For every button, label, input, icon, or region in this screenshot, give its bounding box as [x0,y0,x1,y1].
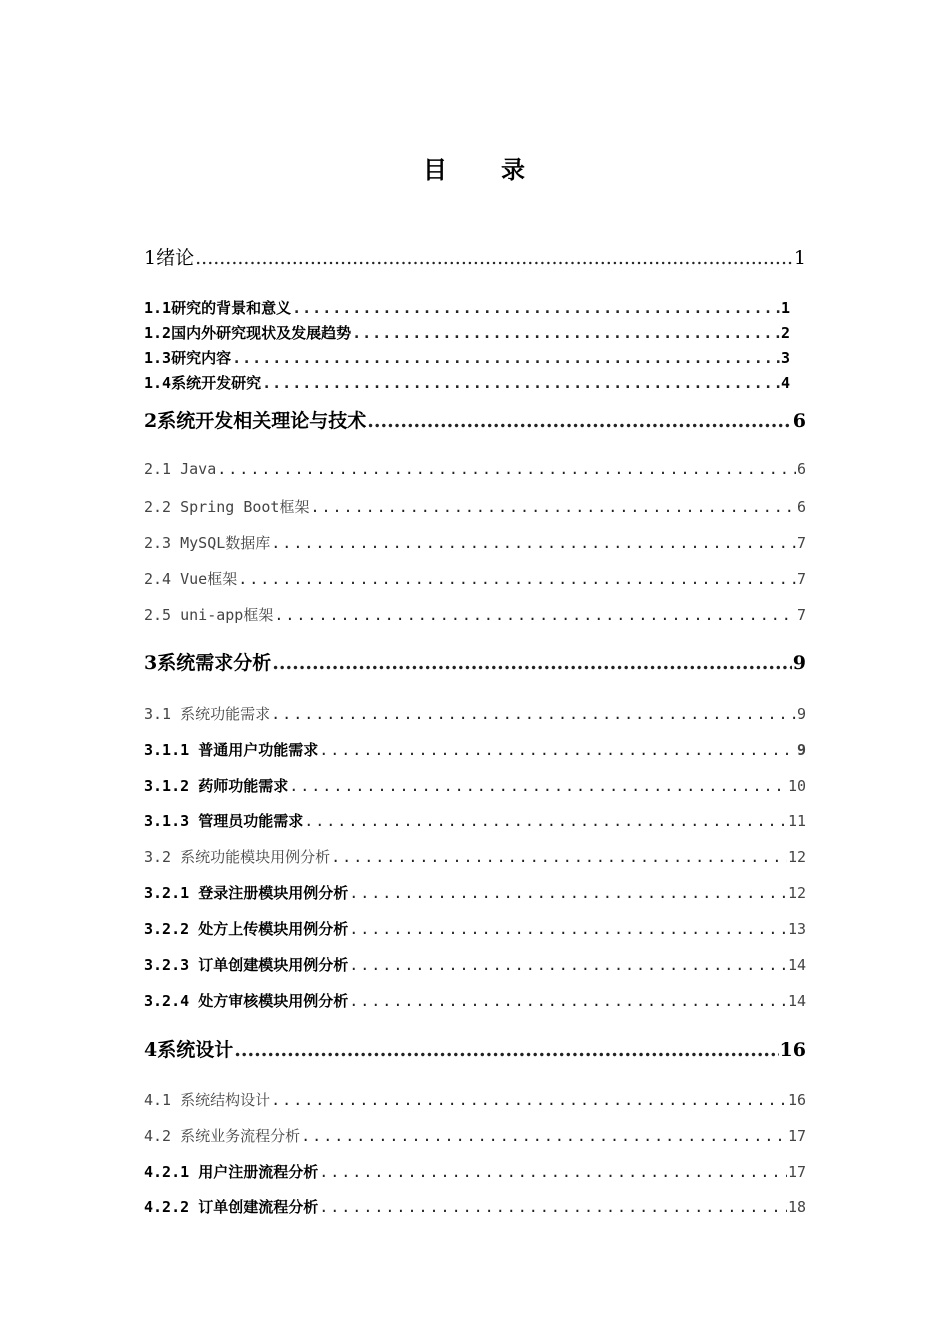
toc-text: 国内外研究现状及发展趋势 [171,324,352,342]
toc-leader [262,374,780,392]
toc-page: 11 [787,812,806,830]
toc-text: Vue框架 [180,570,238,588]
toc-page: 10 [787,777,806,795]
toc-page: 4 [780,374,790,392]
toc-leader [301,1127,787,1145]
toc-number: 2.5 [144,606,172,624]
toc-leader [289,777,787,795]
toc-number: 4.2.2 [144,1198,190,1216]
toc-number: 3.1.1 [144,741,190,759]
toc-entry[interactable] [144,918,806,939]
toc-entry[interactable] [144,954,806,975]
toc-leader [367,410,792,432]
toc-text: 普通用户功能需求 [198,741,319,759]
toc-text: 研究的背景和意义 [171,299,292,317]
toc-text: 订单创建流程分析 [198,1198,319,1216]
toc-entry[interactable] [144,1035,806,1062]
toc-leader [271,1091,787,1109]
toc-entry[interactable] [144,460,806,478]
toc-number: 3.2.3 [144,956,190,974]
toc-number: 1 [144,247,157,269]
toc-text: 用户注册流程分析 [198,1163,319,1181]
toc-leader [238,570,796,588]
toc-number: 2.4 [144,570,172,588]
toc-entry[interactable] [144,347,806,368]
toc-text: 订单创建模块用例分析 [198,956,349,974]
toc-page: 7 [796,570,806,588]
toc-number: 1.1 [144,299,172,317]
toc-page: 6 [796,498,806,516]
toc-leader [292,299,780,317]
toc-number: 2 [144,410,158,432]
toc-entry[interactable] [144,568,806,589]
toc-number: 3.2.1 [144,884,190,902]
toc-text: 系统开发相关理论与技术 [157,410,367,432]
toc-page: 13 [787,920,806,938]
toc-text: 绪论 [156,247,195,269]
toc-entry[interactable] [144,406,806,433]
toc-entry[interactable] [144,604,806,625]
toc-entry[interactable] [144,882,806,903]
toc-leader [319,1198,787,1216]
toc-page: 1 [793,247,806,269]
toc-text: 研究内容 [171,349,232,367]
toc-entry[interactable] [144,1196,806,1217]
toc-leader [272,652,792,674]
toc-text: 系统开发研究 [171,374,262,392]
toc-number: 3.2.2 [144,920,190,938]
toc-number: 1.4 [144,374,172,392]
toc-number: 4.2 [144,1127,172,1145]
toc-page: 6 [792,410,806,432]
toc-entry[interactable] [144,322,806,343]
toc-number: 3.1.3 [144,812,190,830]
toc-entry[interactable] [144,532,806,553]
toc-number: 4.2.1 [144,1163,190,1181]
toc-entry[interactable] [144,648,806,675]
toc-page: 7 [796,534,806,552]
toc-entry[interactable] [144,297,806,318]
toc-entry[interactable] [144,739,806,760]
toc-title: 目 录 [423,155,527,184]
toc-text: Java [180,460,217,478]
toc-text: 登录注册模块用例分析 [198,884,349,902]
toc-text: 系统需求分析 [157,652,272,674]
toc-number: 4 [144,1039,158,1061]
toc-text: uni-app框架 [180,606,274,624]
toc-leader [274,606,796,624]
toc-text: 系统功能需求 [180,705,271,723]
toc-text: 系统业务流程分析 [180,1127,301,1145]
toc-leader [349,884,787,902]
toc-page: 12 [787,884,806,902]
toc-page: 7 [796,606,806,624]
toc-page: 9 [792,652,806,674]
toc-page: 2 [780,324,790,342]
toc-entry[interactable] [144,703,806,724]
toc-leader [217,460,796,478]
toc-leader [271,705,796,723]
toc-entry[interactable] [144,1089,806,1110]
toc-leader [349,956,787,974]
toc-page: 17 [787,1163,806,1181]
toc-leader [304,812,787,830]
toc-entry[interactable] [144,810,806,831]
toc-entry[interactable] [144,372,806,393]
toc-text: Spring Boot框架 [180,498,310,516]
toc-page: 16 [779,1039,806,1061]
toc-entry[interactable] [144,775,806,796]
toc-number: 1.3 [144,349,172,367]
toc-leader [352,324,780,342]
toc-text: 系统功能模块用例分析 [180,848,331,866]
toc-page: 18 [787,1198,806,1216]
toc-page: 12 [787,848,806,866]
toc-text: 系统结构设计 [180,1091,271,1109]
toc-page: 6 [796,460,806,478]
toc-entry[interactable] [144,1161,806,1182]
toc-leader [319,741,796,759]
toc-number: 2.2 [144,498,172,516]
toc-text: 处方审核模块用例分析 [198,992,349,1010]
toc-leader [349,992,787,1010]
toc-number: 3 [144,652,158,674]
toc-text: 处方上传模块用例分析 [198,920,349,938]
toc-leader [310,498,796,516]
toc-leader [349,920,787,938]
toc-page: 16 [787,1091,806,1109]
toc-text: MySQL数据库 [180,534,271,552]
toc-number: 3.1 [144,705,172,723]
toc-number: 3.2 [144,848,172,866]
toc-entry[interactable] [144,243,806,270]
toc-leader [331,848,787,866]
toc-number: 1.2 [144,324,172,342]
toc-leader [195,247,793,269]
toc-number: 3.2.4 [144,992,190,1010]
toc-leader [319,1163,787,1181]
toc-text: 药师功能需求 [198,777,289,795]
toc-page: 9 [796,705,806,723]
toc-entry[interactable] [144,1125,806,1146]
toc-entry[interactable] [144,990,806,1011]
toc-page: 14 [787,956,806,974]
toc-leader [234,1039,778,1061]
toc-leader [232,349,780,367]
toc-text: 管理员功能需求 [198,812,304,830]
toc-page: 17 [787,1127,806,1145]
toc-page: 9 [796,741,806,759]
toc-page: 14 [787,992,806,1010]
toc-page: 1 [780,299,790,317]
toc-entry[interactable] [144,846,806,867]
toc-leader [271,534,796,552]
toc-number: 2.3 [144,534,172,552]
toc-number: 4.1 [144,1091,172,1109]
toc-number: 3.1.2 [144,777,190,795]
toc-text: 系统设计 [157,1039,234,1061]
toc-number: 2.1 [144,460,172,478]
toc-page: 3 [780,349,790,367]
toc-entry[interactable] [144,496,806,517]
